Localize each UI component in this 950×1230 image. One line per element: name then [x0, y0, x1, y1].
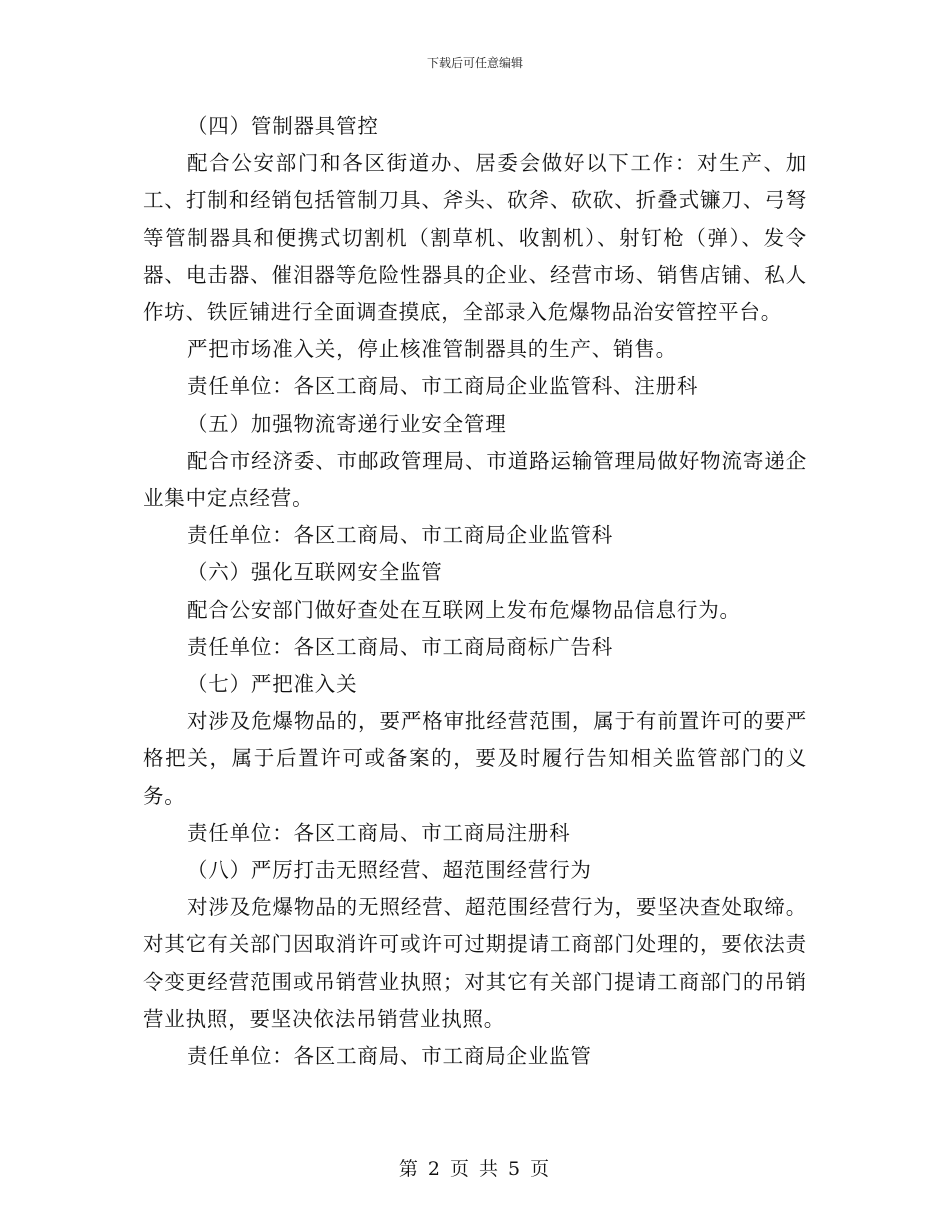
paragraph: 配合公安部门做好查处在互联网上发布危爆物品信息行为。 — [187, 597, 741, 622]
document-body — [143, 108, 807, 1075]
page-number: 第 2 页 共 5 页 — [398, 1158, 552, 1180]
section-heading: （五）加强物流寄递行业安全管理 — [187, 411, 507, 436]
responsible-unit: 责任单位：各区工商局、市工商局注册科 — [187, 820, 571, 845]
page-header: 下载后可任意编辑 — [426, 56, 523, 70]
paragraph: 对涉及危爆物品的无照经营、超范围经营行为，要坚决查处取缔。对其它有关部门因取消许可或许可过期提请工商部门处理的，要依法责令变更经营范围或吊销营业执照；对其它有关部门提请工商部门的吊销营业执照，要坚决依法吊销营业执照。 — [143, 895, 807, 1031]
paragraph: 对涉及危爆物品的，要严格审批经营范围，属于有前置许可的要严格把关，属于后置许可或备案的，要及时履行告知相关监管部门的义务。 — [143, 709, 807, 808]
responsible-unit: 责任单位：各区工商局、市工商局商标广告科 — [187, 634, 613, 659]
responsible-unit: 责任单位：各区工商局、市工商局企业监管 — [187, 1044, 592, 1069]
section-heading: （七）严把准入关 — [187, 672, 358, 697]
section-heading: （四）管制器具管控 — [187, 114, 379, 138]
paragraph: 配合市经济委、市邮政管理局、市道路运输管理局做好物流寄递企业集中定点经营。 — [143, 448, 807, 511]
paragraph: 严把市场准入关，停止核准管制器具的生产、销售。 — [187, 337, 677, 362]
section-8 — [143, 852, 807, 1075]
section-5 — [143, 406, 807, 555]
section-7 — [143, 666, 807, 852]
responsible-unit: 责任单位：各区工商局、市工商局企业监管科、注册科 — [187, 374, 699, 399]
section-6 — [143, 554, 807, 666]
section-4 — [143, 108, 807, 406]
section-heading: （八）严厉打击无照经营、超范围经营行为 — [187, 858, 592, 883]
section-heading: （六）强化互联网安全监管 — [187, 560, 443, 585]
responsible-unit: 责任单位：各区工商局、市工商局企业监管科 — [187, 523, 613, 548]
paragraph: 配合公安部门和各区街道办、居委会做好以下工作：对生产、加工、打制和经销包括管制刀具、斧头、砍斧、砍砍、折叠式镰刀、弓弩等管制器具和便携式切割机（割草机、收割机）、射钉枪（弹）、发令器、电击器、催泪器等危险性器具的企业、经营市场、销售店铺、私人作坊、铁匠铺进行全面调查摸底，全部录入危爆物品治安管控平台。 — [143, 151, 807, 325]
